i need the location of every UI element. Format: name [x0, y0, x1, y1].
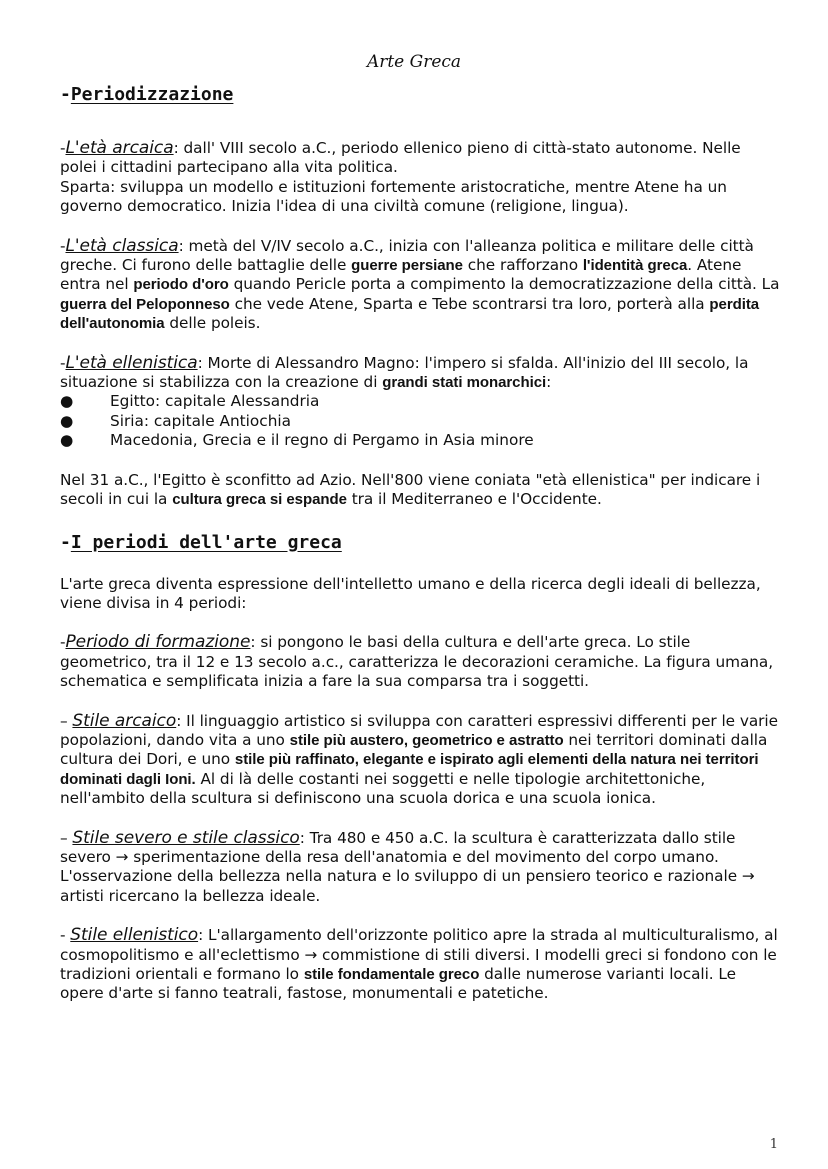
- paragraph-sparta-atene: Sparta: sviluppa un modello e istituzioni fortemente aristocratiche, mentre Atene ha un governo democratico. Inizia l'idea di una civiltà comune (religione, lingua).: [60, 177, 727, 216]
- text: : Il linguaggio artistico si sviluppa con caratteri espressivi differenti per le varie popolazioni, dando vita a uno: [60, 711, 778, 749]
- text: delle poleis.: [164, 314, 261, 333]
- bold-text: periodo d'oro: [133, 276, 229, 294]
- paragraph-eta-classica: -L'età classica: metà del V/IV secolo a.C., inizia con l'alleanza politica e militare delle città greche. Ci furono delle battaglie delle guerre persiane che rafforzano l'identità greca. Atene entra nel periodo d'oro quando Pericle porta a compimento la democratizzazione della città. La guerra del Peloponneso che vede Atene, Sparta e Tebe scontrarsi tra loro, porterà alla perdita dell'autonomia delle poleis.: [60, 235, 780, 333]
- text: : dall' VIII secolo a.C., periodo ellenico pieno di città-stato autonome. Nelle polei i cittadini partecipano alla vita politica.: [60, 139, 741, 177]
- bold-text: grandi stati monarchici: [382, 374, 547, 392]
- list-item: [60, 392, 780, 411]
- bold-text: stile più raffinato, elegante e ispirato agli elementi della natura nei territori dominati dagli Ioni.: [60, 751, 759, 788]
- paragraph-stile-severo: – Stile severo e stile classico: Tra 480 e 450 a.C. la scultura è caratterizzata dallo stile severo → sperimentazione della resa dell'anatomia e del movimento del corpo umano. L'osservazione della bellezza nella natura e lo sviluppo di un pensiero teorico e razionale → artisti ricercano la bellezza ideale.: [60, 827, 755, 905]
- paragraph-stile-ellenistico: - Stile ellenistico: L'allargamento dell'orizzonte politico apre la strada al multiculturalismo, al cosmopolitismo e all'eclettismo → commistione di stili diversi. I modelli greci si fondono con le tradizioni orientali e formano lo stile fondamentale greco dalle numerose varianti locali. Le opere d'arte si fanno teatrali, fastose, monumentali e patetiche.: [60, 925, 778, 1003]
- list-item-text: Macedonia, Grecia e il regno di Pergamo in Asia minore: [110, 431, 534, 450]
- text: : si pongono le basi della cultura e dell'arte greca. Lo stile geometrico, tra il 12 e 13 secolo a.c., caratterizza le decorazioni ceramiche. La figura umana, schematica e semplificata inizia a fare la sua comparsa tra i soggetti.: [60, 633, 774, 691]
- text: che vede Atene, Sparta e Tebe scontrarsi tra loro, porterà alla: [229, 294, 710, 313]
- bold-text: l'identità greca: [582, 257, 688, 275]
- term-stile-severo: Stile severo e stile classico: [72, 827, 300, 848]
- term-eta-classica: L'età classica: [65, 235, 179, 256]
- bold-text: cultura greca si espande: [172, 491, 347, 509]
- bullet-list: [60, 392, 780, 450]
- document-title: Arte Greca: [366, 52, 462, 72]
- text: che rafforzano: [462, 256, 583, 275]
- section-heading-label: Periodizzazione: [70, 84, 234, 105]
- list-item: [60, 431, 780, 450]
- list-item-text: Egitto: capitale Alessandria: [110, 392, 320, 411]
- text: : L'allargamento dell'orizzonte politico apre la strada al multiculturalismo, al cosmopolitismo e all'eclettismo → commistione di stili diversi. I modelli greci si fondono con le tradizioni orientali e formano lo: [60, 926, 778, 983]
- section-heading-periodizzazione: -Periodizzazione: [60, 84, 234, 105]
- text: Nel 31 a.C., l'Egitto è sconfitto ad Azio. Nell'800 viene coniata "età ellenistica" per indicare i secoli in cui la: [60, 470, 761, 509]
- bullet-icon: ●: [60, 392, 74, 411]
- text: dalle numerose varianti locali. Le opere d'arte si fanno teatrali, fastose, monumentali e patetiche.: [60, 965, 736, 1003]
- paragraph-eta-ellenistica: -L'età ellenistica: Morte di Alessandro Magno: l'impero si sfalda. All'inizio del III secolo, la situazione si stabilizza con la creazione di grandi stati monarchici:: [60, 352, 749, 392]
- term-stile-ellenistico: Stile ellenistico: [70, 925, 199, 946]
- bold-text: guerre persiane: [351, 257, 463, 275]
- paragraph-periodo-formazione: -Periodo di formazione: si pongono le basi della cultura e dell'arte greca. Lo stile geometrico, tra il 12 e 13 secolo a.c., caratterizza le decorazioni ceramiche. La figura umana, schematica e semplificata inizia a fare la sua comparsa tra i soggetti.: [60, 632, 774, 691]
- bullet-icon: ●: [60, 431, 74, 450]
- page-number: 1: [769, 1137, 778, 1152]
- paragraph-intro-arte: L'arte greca diventa espressione dell'intelletto umano e della ricerca degli ideali di bellezza, viene divisa in 4 periodi:: [60, 574, 761, 612]
- text: :: [546, 373, 552, 392]
- text: nei territori dominati dalla cultura dei Dori, e uno: [60, 730, 768, 769]
- list-item: [60, 412, 780, 431]
- list-item-text: Siria: capitale Antiochia: [110, 411, 292, 430]
- term-stile-arcaico: Stile arcaico: [72, 710, 177, 731]
- paragraph-stile-arcaico: – Stile arcaico: Il linguaggio artistico si sviluppa con caratteri espressivi differenti per le varie popolazioni, dando vita a uno stile più austero, geometrico e astratto nei territori dominati dalla cultura dei Dori, e uno stile più raffinato, elegante e ispirato agli elementi della natura nei territori dominati dagli Ioni. Al di là delle costanti nei soggetti e nelle tipologie architettoniche, nell'ambito della scultura si definiscono una scuola dorica e una scuola ionica.: [60, 710, 778, 808]
- term-eta-ellenistica: L'età ellenistica: [65, 352, 198, 373]
- text: : metà del V/IV secolo a.C., inizia con l'alleanza politica e militare delle città greche. Ci furono delle battaglie delle: [60, 236, 754, 275]
- bullet-icon: ●: [60, 411, 74, 430]
- paragraph-azio: [60, 471, 780, 510]
- text: quando Pericle porta a compimento la democratizzazione della città. La: [228, 275, 780, 294]
- document-body: [60, 82, 780, 1004]
- text: . Atene entra nel: [60, 256, 742, 294]
- text: Al di là delle costanti nei soggetti e nelle tipologie architettoniche, nell'ambito della scultura si definiscono una scuola dorica e una scuola ionica.: [60, 769, 706, 808]
- bold-text: perdita dell'autonomia: [60, 295, 760, 333]
- text: tra il Mediterraneo e l'Occidente.: [346, 490, 602, 509]
- term-periodo-formazione: Periodo di formazione: [65, 632, 251, 653]
- text: : Tra 480 e 450 a.C. la scultura è caratterizzata dallo stile severo → sperimentazione della resa dell'anatomia e del movimento del corpo umano. L'osservazione della bellezza nella natura e lo sviluppo di un pensiero teorico e razionale → artisti ricercano la bellezza ideale.: [60, 828, 755, 905]
- bold-text: stile fondamentale greco: [303, 966, 480, 983]
- paragraph-eta-arcaica: -L'età arcaica: dall' VIII secolo a.C., periodo ellenico pieno di città-stato autonome. Nelle polei i cittadini partecipano alla vita politica.: [60, 138, 741, 177]
- term-eta-arcaica: L'età arcaica: [65, 138, 174, 158]
- text: : Morte di Alessandro Magno: l'impero si sfalda. All'inizio del III secolo, la situazione si stabilizza con la creazione di: [60, 353, 749, 392]
- section-heading-periodi-arte: -I periodi dell'arte greca: [60, 531, 342, 553]
- section-heading-label: I periodi dell'arte greca: [70, 531, 342, 553]
- bold-text: guerra del Peloponneso: [60, 295, 230, 313]
- bold-text: stile più austero, geometrico e astratto: [289, 731, 564, 749]
